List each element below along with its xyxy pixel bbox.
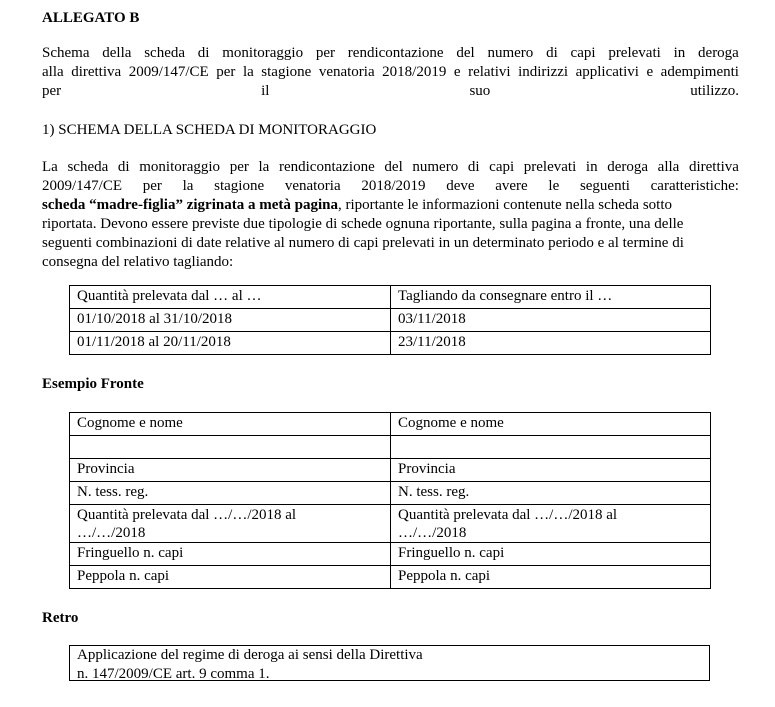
word: di	[467, 159, 480, 175]
para-line-4: riportata. Devono essere previste due tipologie di schede ognuna riportante, sulla pagina a fronte, una delle	[42, 216, 684, 232]
word: avere	[495, 178, 528, 194]
word: per	[229, 159, 249, 175]
word: capi	[570, 45, 596, 61]
word: numero	[487, 45, 534, 61]
table-cell: 01/10/2018 al 31/10/2018	[70, 309, 391, 332]
table-header-cell: Tagliando da consegnare entro il …	[391, 286, 711, 309]
word: prelevati	[608, 45, 661, 61]
word: di	[117, 159, 130, 175]
word: il	[261, 83, 270, 99]
word: venatoria	[284, 178, 341, 194]
table-row	[70, 332, 711, 355]
word: alla	[657, 159, 680, 175]
word: per	[42, 83, 62, 99]
word: La	[42, 159, 58, 175]
word: del	[384, 159, 403, 175]
section-title: 1) SCHEMA DELLA SCHEDA DI MONITORAGGIO	[42, 122, 377, 138]
word: indirizzi	[518, 64, 569, 80]
table-row	[70, 566, 711, 589]
para-line-3-rest: , riportante le informazioni contenute nella scheda sotto	[337, 197, 673, 213]
word: rendicontazione	[278, 159, 375, 175]
table-cell: N. tess. reg.	[391, 482, 711, 505]
para-bold-text: scheda “madre-figlia” zigrinata a metà pagina	[42, 197, 338, 213]
table-row	[70, 436, 711, 459]
word: scheda	[67, 159, 109, 175]
table-cell: Provincia	[391, 459, 711, 482]
word: seguenti	[579, 178, 630, 194]
table-row	[70, 309, 711, 332]
word: della	[102, 45, 132, 61]
retro-box	[69, 645, 710, 681]
intro-line-2	[42, 63, 739, 82]
intro-line-3	[42, 82, 739, 101]
table-cell: 23/11/2018	[391, 332, 711, 355]
table-cell: Fringuello n. capi	[70, 543, 391, 566]
word: alla	[42, 64, 64, 80]
word: relativi	[468, 64, 511, 80]
word: 2018/2019	[361, 178, 426, 194]
para-line-2	[42, 177, 739, 196]
word: applicativi	[575, 64, 639, 80]
table-row	[70, 505, 711, 543]
para-line-6: consegna del relativo tagliando:	[42, 254, 234, 270]
word: di	[197, 45, 210, 61]
word: utilizzo.	[690, 83, 739, 99]
word: monitoraggio	[139, 159, 221, 175]
word: suo	[469, 83, 491, 99]
table-cell: Cognome e nome	[391, 413, 711, 436]
table-row	[70, 413, 711, 436]
table-row	[70, 543, 711, 566]
table-cell	[70, 436, 391, 459]
word: e	[646, 64, 654, 80]
word: direttiva	[688, 159, 739, 175]
table-cell: Fringuello n. capi	[391, 543, 711, 566]
table-row	[70, 286, 711, 309]
word: per	[142, 178, 162, 194]
word: per	[315, 45, 336, 61]
word: del	[456, 45, 475, 61]
table-row	[70, 459, 711, 482]
word: scheda	[144, 45, 186, 61]
word: adempimenti	[660, 64, 739, 80]
retro-heading: Retro	[42, 610, 79, 626]
word: stagione	[214, 178, 265, 194]
table-cell: Peppola n. capi	[391, 566, 711, 589]
page-title: ALLEGATO B	[42, 10, 140, 26]
word: la	[242, 64, 254, 80]
word: numero	[412, 159, 459, 175]
word: la	[258, 159, 270, 175]
word: in	[673, 45, 686, 61]
table-cell: Quantità prelevata dal …/…/2018 al …/…/2018	[70, 505, 391, 543]
table-row	[70, 482, 711, 505]
word: deroga	[698, 45, 739, 61]
word: 2009/147/CE	[128, 64, 209, 80]
table-cell: 03/11/2018	[391, 309, 711, 332]
table-cell	[391, 436, 711, 459]
para-line-1	[42, 158, 739, 177]
table-cell: 01/11/2018 al 20/11/2018	[70, 332, 391, 355]
para-line-3	[42, 196, 739, 215]
word: caratteristiche:	[650, 178, 739, 194]
table-cell: Peppola n. capi	[70, 566, 391, 589]
table-cell: N. tess. reg.	[70, 482, 391, 505]
fronte-heading: Esempio Fronte	[42, 376, 144, 392]
word: stagione	[261, 64, 312, 80]
word: 2018/2019	[382, 64, 447, 80]
word: in	[585, 159, 598, 175]
word: la	[182, 178, 194, 194]
word: e	[453, 64, 461, 80]
word: di	[546, 45, 558, 61]
word: rendicontazione	[347, 45, 444, 61]
table-cell: Provincia	[70, 459, 391, 482]
word: prelevati	[523, 159, 577, 175]
para-line-5: seguenti combinazioni di date relative al numero di capi prelevati in un determinato periodo e al termine di	[42, 235, 684, 251]
word: deve	[446, 178, 475, 194]
word: deroga	[607, 159, 649, 175]
table-header-cell: Quantità prelevata dal … al …	[70, 286, 391, 309]
table-cell: Quantità prelevata dal …/…/2018 al …/…/2018	[391, 505, 711, 543]
word: venatoria	[318, 64, 375, 80]
intro-line-1	[42, 44, 739, 63]
word: le	[548, 178, 560, 194]
retro-line-2: n. 147/2009/CE art. 9 comma 1.	[77, 666, 270, 682]
retro-line-1: Applicazione del regime di deroga ai sensi della Direttiva	[77, 647, 423, 663]
word: per	[216, 64, 236, 80]
dates-table	[69, 285, 711, 355]
table-cell: Cognome e nome	[70, 413, 391, 436]
fronte-table	[69, 412, 711, 589]
word: Schema	[42, 45, 90, 61]
word: 2009/147/CE	[42, 178, 123, 194]
word: direttiva	[71, 64, 122, 80]
word: capi	[489, 159, 515, 175]
word: monitoraggio	[222, 45, 304, 61]
